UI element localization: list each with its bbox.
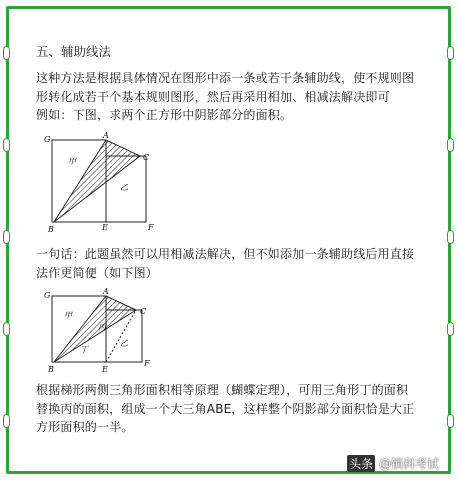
fig2-label-C: C <box>140 307 147 316</box>
conclusion-paragraph <box>36 381 422 437</box>
intro-paragraph <box>36 69 422 125</box>
example-line: 例如：下图，求两个正方形中阴影部分的面积。 <box>36 108 293 122</box>
fig2-label-E: E <box>102 365 108 374</box>
fig2-label-ding: 丁 <box>80 345 88 354</box>
fig1-label-E: E <box>102 223 108 232</box>
fig1-label-A: A <box>103 131 109 140</box>
intro-line-2: 形转化成若干个基本规则图形，然后再采用相加、相减法解决即可 <box>36 89 390 104</box>
fig1-label-F: F <box>148 223 154 232</box>
conclusion-line-1: 根据梯形两侧三角形面积相等原理（蝴蝶定理），可用三角形丁的面积 <box>36 383 409 397</box>
fig2-label-bing: 丙 <box>98 323 106 332</box>
fig2-label-yi: 乙 <box>120 339 128 348</box>
tip-line-1: 一句话：此题虽然可以用相减法解决，但不如添加一条辅助线后用直接 <box>36 247 415 261</box>
fig2-label-G: G <box>44 291 51 300</box>
fig2-label-F: F <box>144 359 150 368</box>
watermark-account: @锁科考试 <box>378 457 439 471</box>
fig1-label-B: B <box>48 225 54 234</box>
conclusion-line-3: 方形面积的一半。 <box>36 420 134 434</box>
figure-1-two-squares <box>40 130 180 238</box>
fig1-label-C: C <box>143 153 150 162</box>
section-title: 五、辅助线法 <box>36 44 112 59</box>
fig1-label-G: G <box>44 135 51 144</box>
fig2-label-A: A <box>103 287 109 296</box>
figure-2-with-auxiliary-line <box>40 286 180 376</box>
tip-paragraph <box>36 245 422 282</box>
fig2-label-jia: 甲 <box>64 311 72 320</box>
intro-line-1: 这种方法是根据具体情况在图形中添一条或若干条辅助线，使不规则图 <box>36 71 415 85</box>
conclusion-line-2: 替换丙的面积，组成一个大三角ABE，这样整个阴影部分面积恰是大正 <box>36 401 415 416</box>
fig1-label-yi: 乙 <box>120 183 128 192</box>
tip-line-2: 法作更简便（如下图） <box>36 265 159 280</box>
watermark-platform: 头条 <box>349 457 374 471</box>
fig2-label-B: B <box>48 365 54 374</box>
watermark <box>347 455 439 472</box>
fig1-label-jia: 甲 <box>68 157 76 166</box>
